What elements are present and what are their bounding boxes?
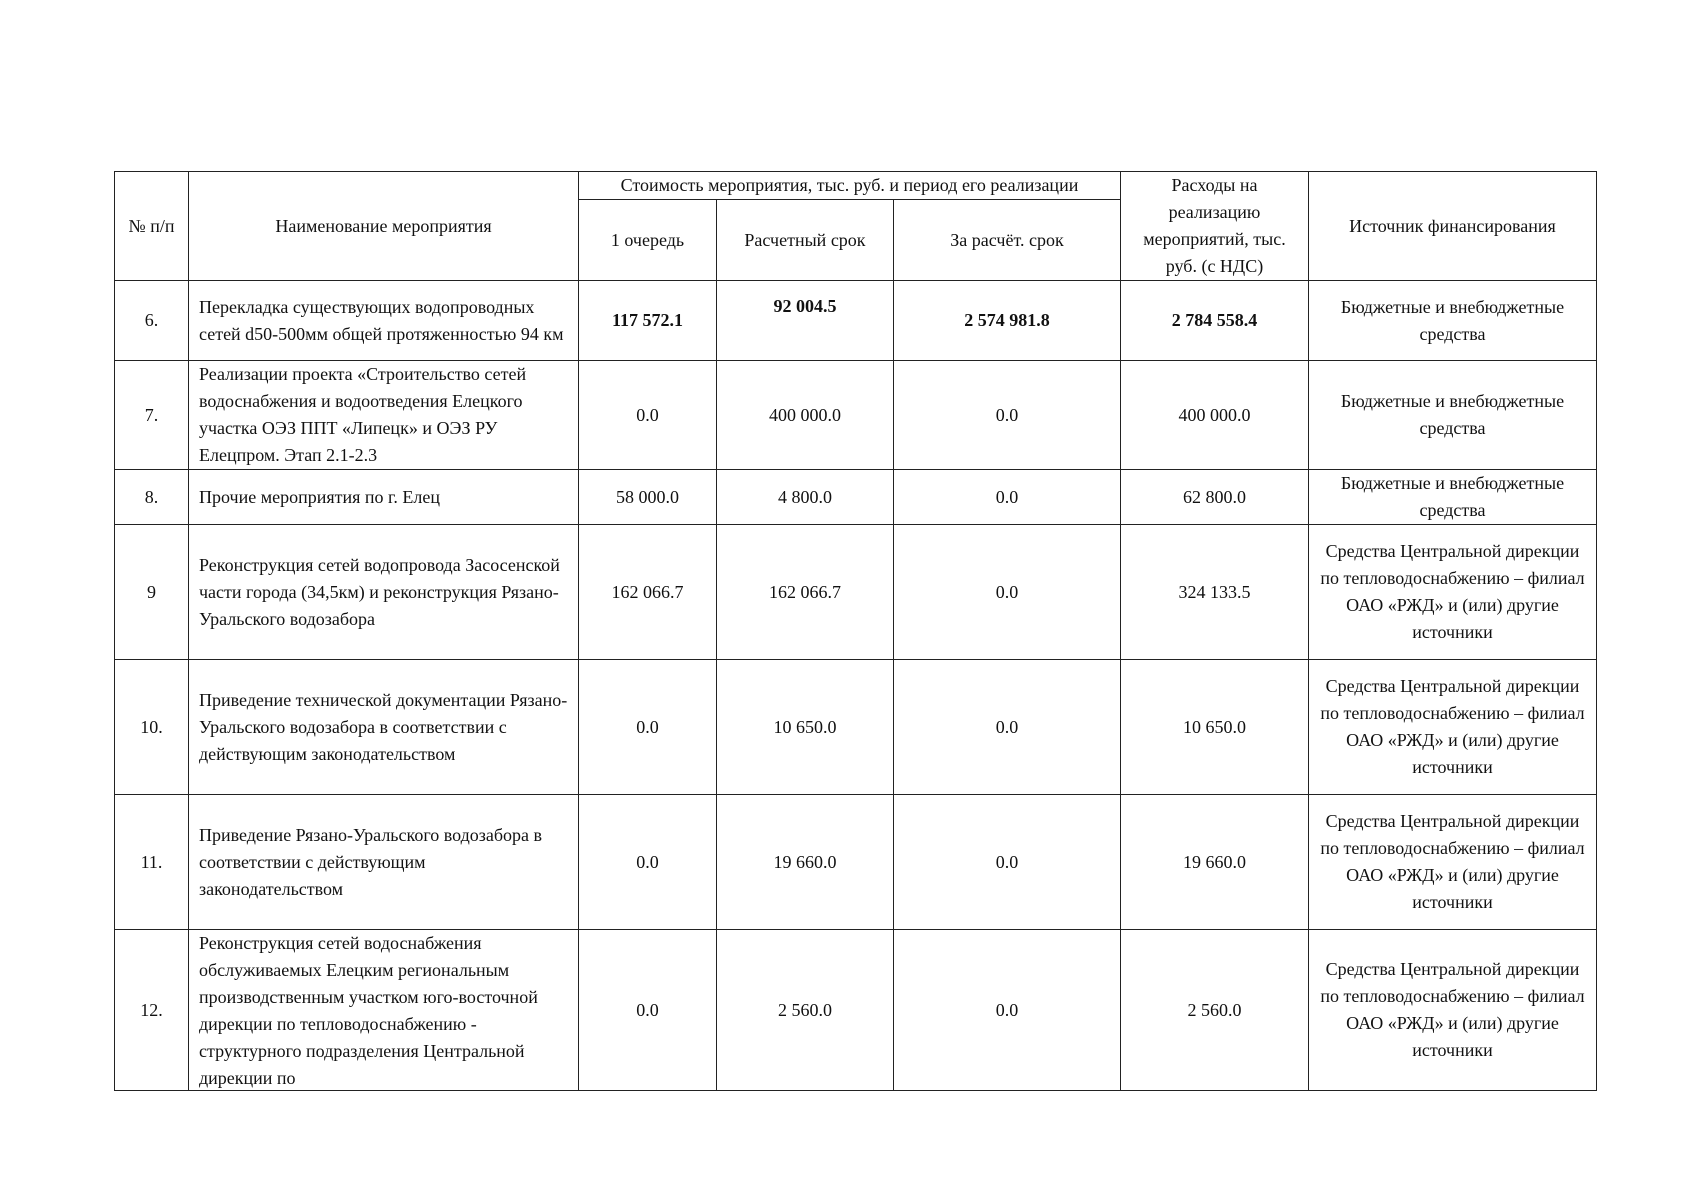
- table-row: [115, 281, 1597, 361]
- header-cost-group: Стоимость мероприятия, тыс. руб. и период его реализации: [579, 172, 1121, 200]
- row-calc-term: 19 660.0: [717, 795, 894, 930]
- row-beyond: 0.0: [894, 525, 1121, 660]
- row-phase1: 162 066.7: [579, 525, 717, 660]
- row-num: 9: [115, 525, 189, 660]
- row-name: Прочие мероприятия по г. Елец: [189, 470, 579, 525]
- row-expenses: 2 784 558.4: [1121, 281, 1309, 361]
- row-calc-term: 162 066.7: [717, 525, 894, 660]
- row-expenses: 324 133.5: [1121, 525, 1309, 660]
- table-row: [115, 660, 1597, 795]
- row-calc-term: 2 560.0: [717, 930, 894, 1091]
- row-phase1: 0.0: [579, 930, 717, 1091]
- header-expenses: Расходы на реализацию мероприятий, тыс. руб. (с НДС): [1121, 172, 1309, 281]
- row-num: 6.: [115, 281, 189, 361]
- row-num: 10.: [115, 660, 189, 795]
- row-beyond: 0.0: [894, 470, 1121, 525]
- row-source: Средства Центральной дирекции по тепловодоснабжению – филиал ОАО «РЖД» и (или) другие источники: [1309, 660, 1597, 795]
- row-source: Бюджетные и внебюджетные средства: [1309, 470, 1597, 525]
- header-name: Наименование мероприятия: [189, 172, 579, 281]
- row-calc-term: 400 000.0: [717, 361, 894, 470]
- row-name: Перекладка существующих водопроводных сетей d50-500мм общей протяженностью 94 км: [189, 281, 579, 361]
- row-beyond: 0.0: [894, 795, 1121, 930]
- row-name: Приведение технической документации Рязано-Уральского водозабора в соответствии с действующим законодательством: [189, 660, 579, 795]
- row-name-cell: [189, 930, 579, 1091]
- measures-table: [114, 171, 1597, 1091]
- header-row: [115, 172, 1597, 200]
- header-phase1: 1 очередь: [579, 200, 717, 281]
- row-calc-term: 92 004.5: [717, 281, 894, 361]
- row-name: Приведение Рязано-Уральского водозабора в соответствии с действующим законодательством: [189, 795, 579, 930]
- header-calc-term: Расчетный срок: [717, 200, 894, 281]
- row-expenses: 10 650.0: [1121, 660, 1309, 795]
- header-beyond: За расчёт. срок: [894, 200, 1121, 281]
- row-phase1: 0.0: [579, 660, 717, 795]
- row-source: Бюджетные и внебюджетные средства: [1309, 361, 1597, 470]
- row-source: Средства Центральной дирекции по тепловодоснабжению – филиал ОАО «РЖД» и (или) другие источники: [1309, 930, 1597, 1091]
- table-row: [115, 525, 1597, 660]
- row-num: 12.: [115, 930, 189, 1091]
- row-source: Средства Центральной дирекции по тепловодоснабжению – филиал ОАО «РЖД» и (или) другие источники: [1309, 525, 1597, 660]
- row-expenses: 2 560.0: [1121, 930, 1309, 1091]
- table-row: [115, 795, 1597, 930]
- row-expenses: 19 660.0: [1121, 795, 1309, 930]
- row-num: 8.: [115, 470, 189, 525]
- row-phase1: 117 572.1: [579, 281, 717, 361]
- row-name: Реконструкция сетей водоснабжения обслуживаемых Елецким региональным производственным участком юго-восточной дирекции по тепловодоснабжению - структурного подразделения Центральной дирекции по: [199, 933, 538, 1088]
- row-beyond: 0.0: [894, 660, 1121, 795]
- table-row: [115, 470, 1597, 525]
- header-num: № п/п: [115, 172, 189, 281]
- row-expenses: 62 800.0: [1121, 470, 1309, 525]
- row-name: Реконструкция сетей водопровода Засосенской части города (34,5км) и реконструкция Рязано-Уральского водозабора: [189, 525, 579, 660]
- row-beyond: 2 574 981.8: [894, 281, 1121, 361]
- row-num: 7.: [115, 361, 189, 470]
- row-phase1: 0.0: [579, 361, 717, 470]
- row-calc-term: 10 650.0: [717, 660, 894, 795]
- table-row: [115, 930, 1597, 1091]
- row-beyond: 0.0: [894, 930, 1121, 1091]
- row-phase1: 58 000.0: [579, 470, 717, 525]
- table-row: [115, 361, 1597, 470]
- header-source: Источник финансирования: [1309, 172, 1597, 281]
- row-expenses: 400 000.0: [1121, 361, 1309, 470]
- row-name: Реализации проекта «Строительство сетей водоснабжения и водоотведения Елецкого участка ОЭЗ ППТ «Липецк» и ОЭЗ РУ Елецпром. Этап 2.1-2.3: [189, 361, 579, 470]
- row-source: Средства Центральной дирекции по тепловодоснабжению – филиал ОАО «РЖД» и (или) другие источники: [1309, 795, 1597, 930]
- row-beyond: 0.0: [894, 361, 1121, 470]
- row-source: Бюджетные и внебюджетные средства: [1309, 281, 1597, 361]
- row-phase1: 0.0: [579, 795, 717, 930]
- row-num: 11.: [115, 795, 189, 930]
- row-calc-term: 4 800.0: [717, 470, 894, 525]
